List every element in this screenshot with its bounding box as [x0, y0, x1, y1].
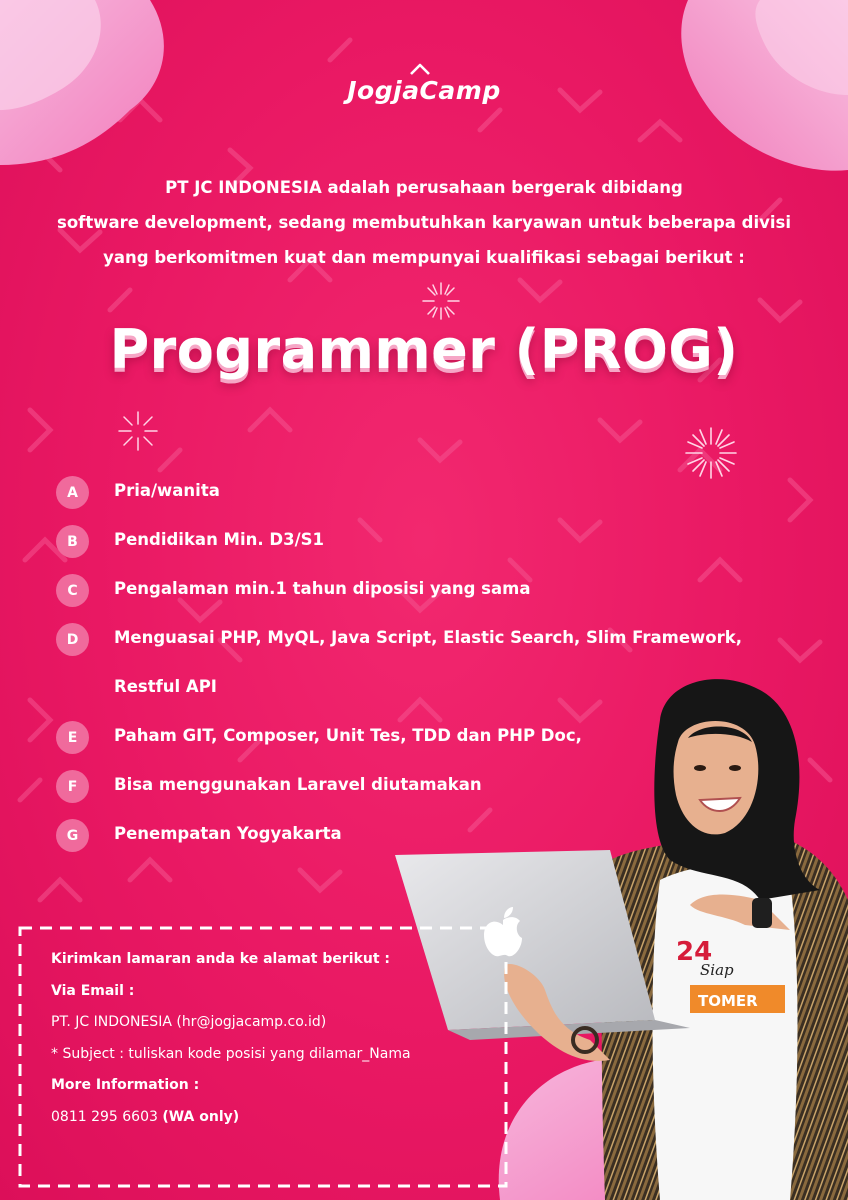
company-email: PT. JC INDONESIA (hr@jogjacamp.co.id) [51, 1014, 327, 1030]
letter-badge: B [56, 525, 89, 558]
intro-line: yang berkomitmen kuat dan mempunyai kualifikasi sebagai berikut : [103, 248, 745, 267]
letter-badge: F [56, 770, 89, 803]
svg-text:Siap: Siap [700, 961, 734, 979]
svg-text:24: 24 [676, 937, 713, 967]
letter-badge: G [56, 819, 89, 852]
requirement-text: Paham GIT, Composer, Unit Tes, TDD dan PHP Doc, [114, 726, 582, 745]
requirement-text: Pendidikan Min. D3/S1 [114, 530, 324, 549]
position-title: Programmer (PROG) [109, 318, 739, 381]
via-email-label: Via Email : [51, 982, 135, 999]
svg-text:TOMER: TOMER [698, 992, 758, 1010]
letter-badge: E [56, 721, 89, 754]
logo-text: JogjaCamp [347, 76, 501, 105]
letter-badge: D [56, 623, 89, 656]
requirement-text: Pria/wanita [114, 481, 220, 500]
letter-badge: A [56, 476, 89, 509]
contact-info [51, 944, 411, 1133]
intro-line: software development, sedang membutuhkan karyawan untuk beberapa divisi [57, 213, 791, 232]
phone-number: 0811 295 6603 [51, 1108, 158, 1125]
contact-heading: Kirimkan lamaran anda ke alamat berikut : [51, 951, 391, 967]
intro-line: PT JC INDONESIA adalah perusahaan bergerak dibidang [165, 178, 683, 197]
letter-badge: C [56, 574, 89, 607]
subject-note: * Subject : tuliskan kode posisi yang dilamar_Nama [51, 1045, 411, 1062]
phone-line [51, 1102, 411, 1134]
more-info-label: More Information : [51, 1077, 200, 1093]
requirement-text: Penempatan Yogyakarta [114, 824, 342, 843]
phone-note: (WA only) [162, 1108, 240, 1125]
requirement-text: Menguasai PHP, MyQL, Java Script, Elastic Search, Slim Framework, Restful API [114, 628, 742, 696]
requirement-text: Pengalaman min.1 tahun diposisi yang sama [114, 579, 531, 598]
requirement-text: Bisa menggunakan Laravel diutamakan [114, 775, 482, 794]
